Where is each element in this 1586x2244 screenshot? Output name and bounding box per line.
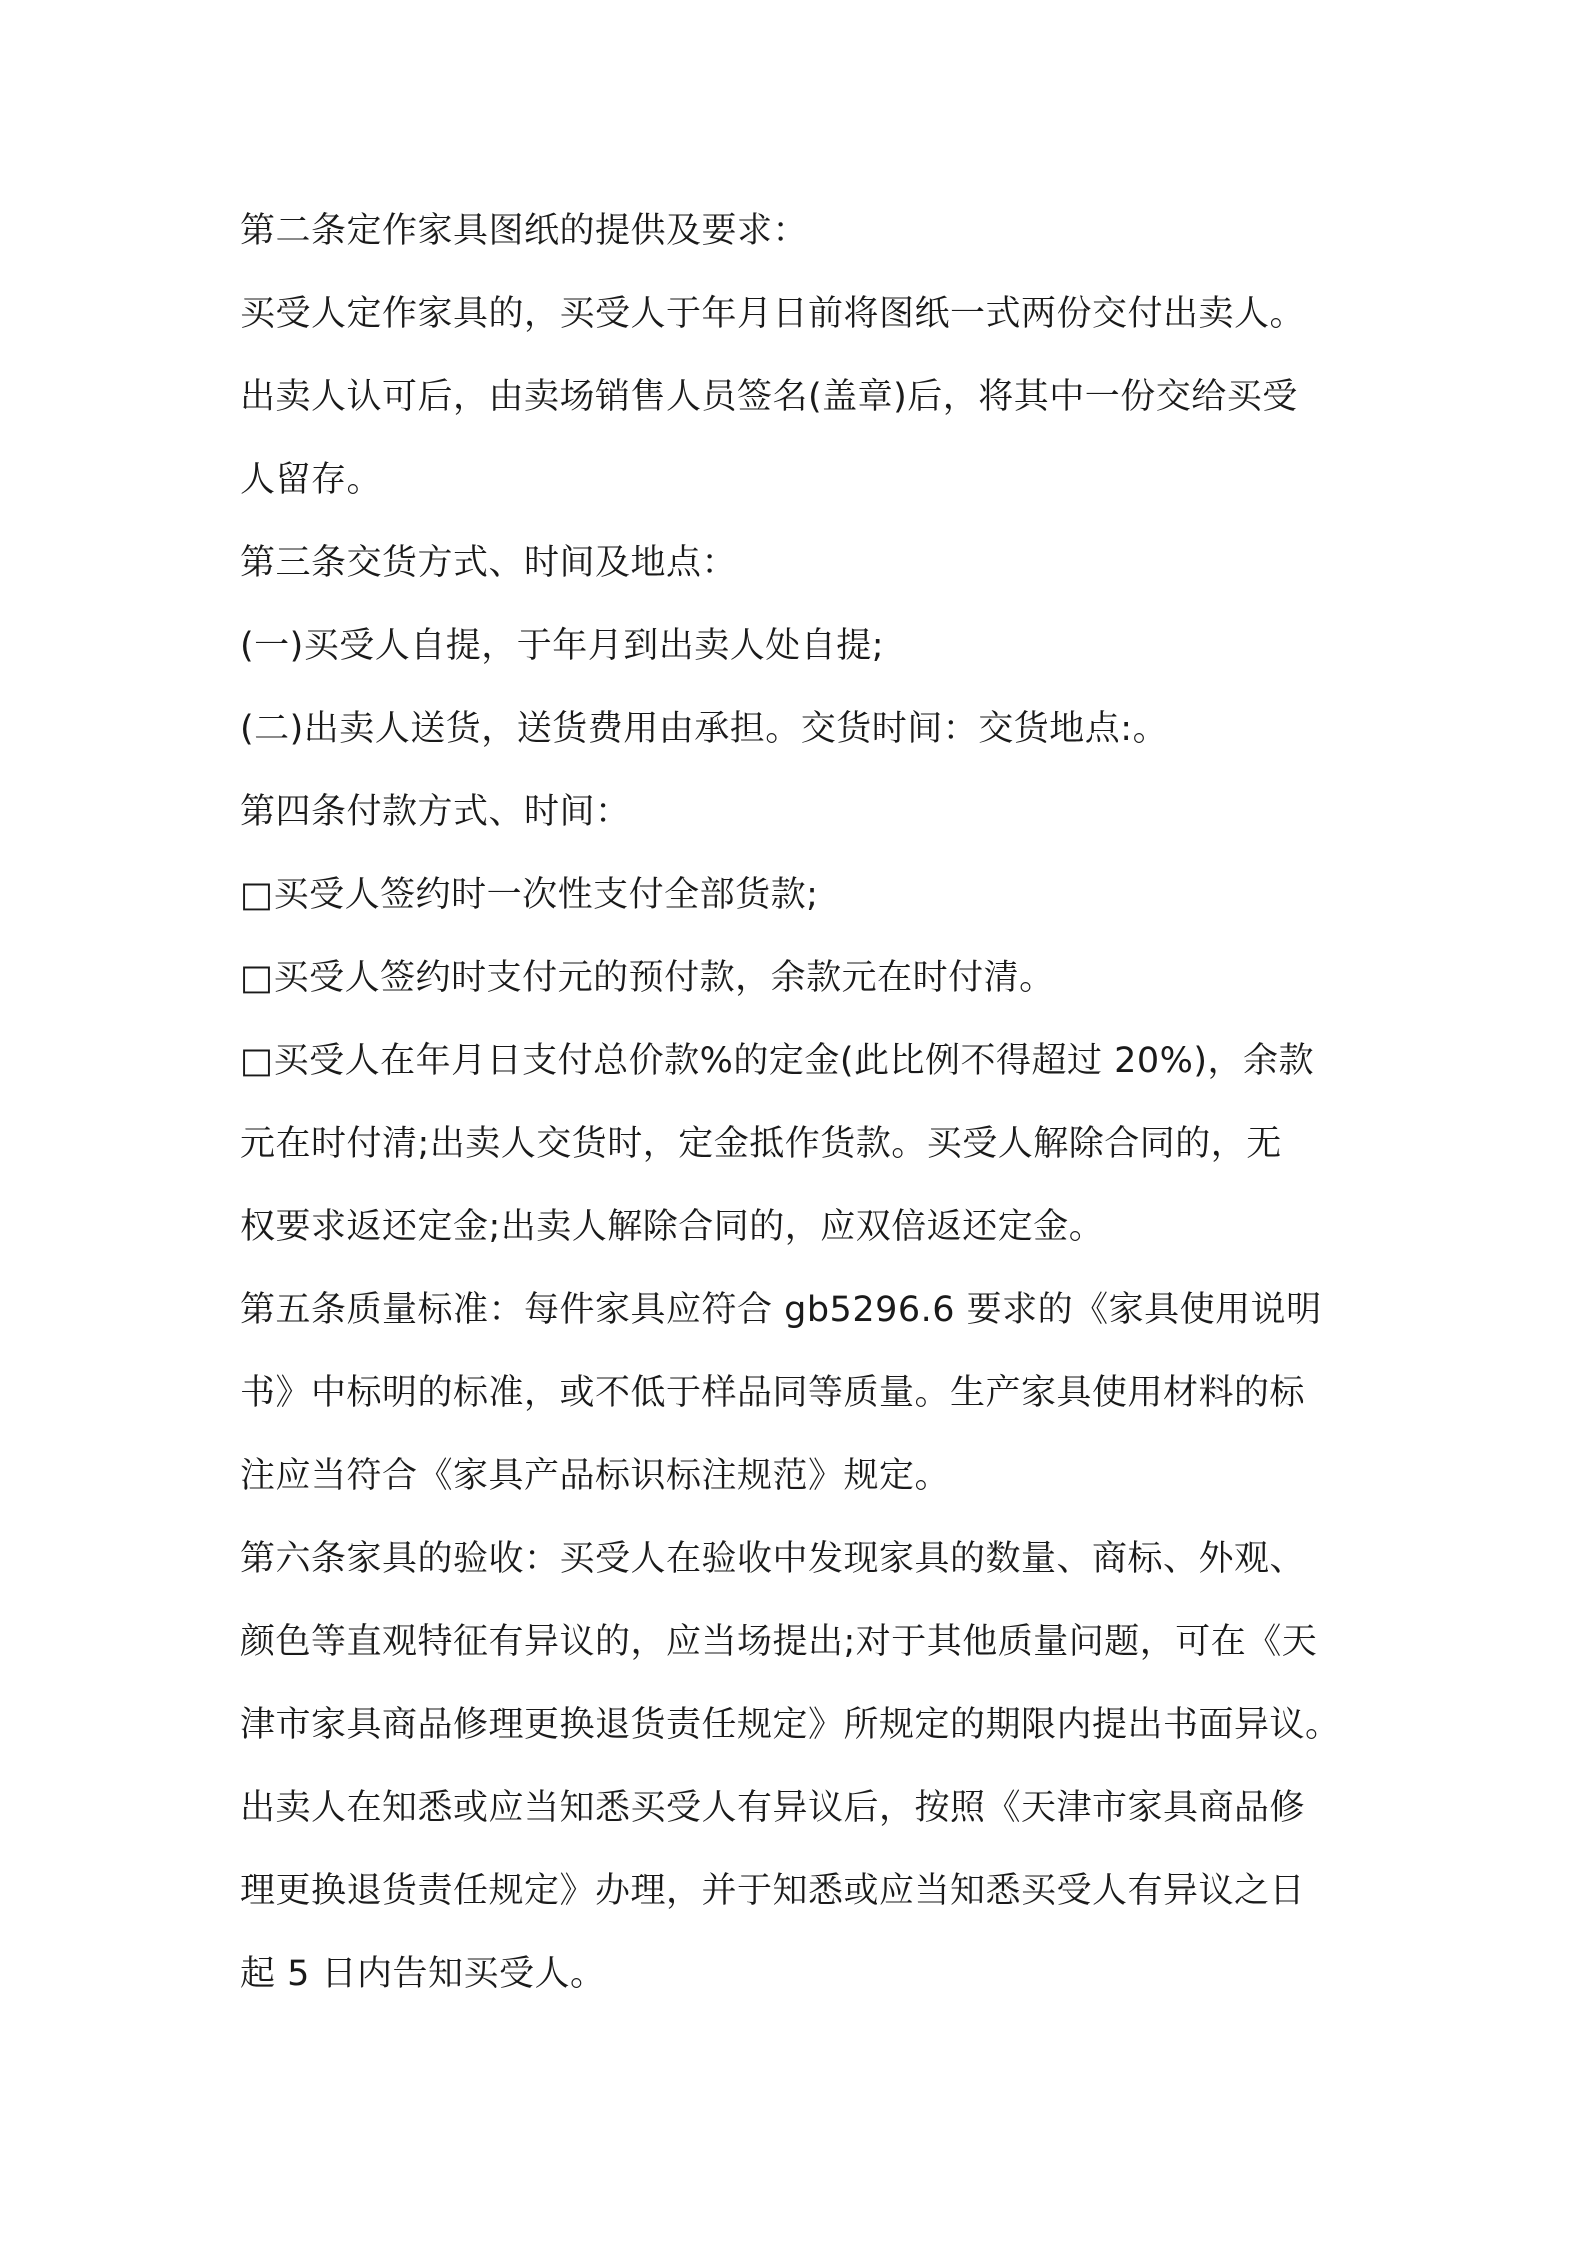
text-line: 出卖人认可后，由卖场销售人员签名(盖章)后，将其中一份交给买受	[240, 377, 1298, 417]
text-line: 书》中标明的标准，或不低于样品同等质量。生产家具使用材料的标	[240, 1373, 1306, 1413]
text-line: 注应当符合《家具产品标识标注规范》规定。	[240, 1456, 951, 1496]
text-line: 颜色等直观特征有异议的，应当场提出;对于其他质量问题，可在《天	[240, 1622, 1318, 1662]
heading-article-4: 第四条付款方式、时间：	[240, 792, 631, 832]
text-line: 出卖人在知悉或应当知悉买受人有异议后，按照《天津市家具商品修	[240, 1788, 1306, 1828]
heading-article-6: 第六条家具的验收：买受人在验收中发现家具的数量、商标、外观、	[240, 1539, 1306, 1579]
checkbox-option-line: □买受人签约时一次性支付全部货款;	[240, 875, 819, 915]
text-line: 津市家具商品修理更换退货责任规定》所规定的期限内提出书面异议。	[240, 1705, 1341, 1745]
contract-text	[240, 190, 1360, 2016]
text-line: 元在时付清;出卖人交货时，定金抵作货款。买受人解除合同的，无	[240, 1124, 1282, 1164]
text-line: 起 5 日内告知买受人。	[240, 1954, 606, 1994]
text-line: 买受人定作家具的，买受人于年月日前将图纸一式两份交付出卖人。	[240, 294, 1306, 334]
heading-article-5: 第五条质量标准：每件家具应符合 gb5296.6 要求的《家具使用说明	[240, 1290, 1322, 1330]
checkbox-option-line: □买受人在年月日支付总价款%的定金(此比例不得超过 20%)，余款	[240, 1041, 1315, 1081]
text-line: 权要求返还定金;出卖人解除合同的，应双倍返还定金。	[240, 1207, 1105, 1247]
heading-article-3: 第三条交货方式、时间及地点：	[240, 543, 738, 583]
heading-article-2: 第二条定作家具图纸的提供及要求：	[240, 211, 809, 251]
text-line: 人留存。	[240, 460, 383, 500]
checkbox-option-line: □买受人签约时支付元的预付款，余款元在时付清。	[240, 958, 1055, 998]
text-line: 理更换退货责任规定》办理，并于知悉或应当知悉买受人有异议之日	[240, 1871, 1306, 1911]
text-line: (二)出卖人送货，送货费用由承担。交货时间：交货地点:。	[240, 709, 1169, 749]
text-line: (一)买受人自提，于年月到出卖人处自提;	[240, 626, 885, 666]
